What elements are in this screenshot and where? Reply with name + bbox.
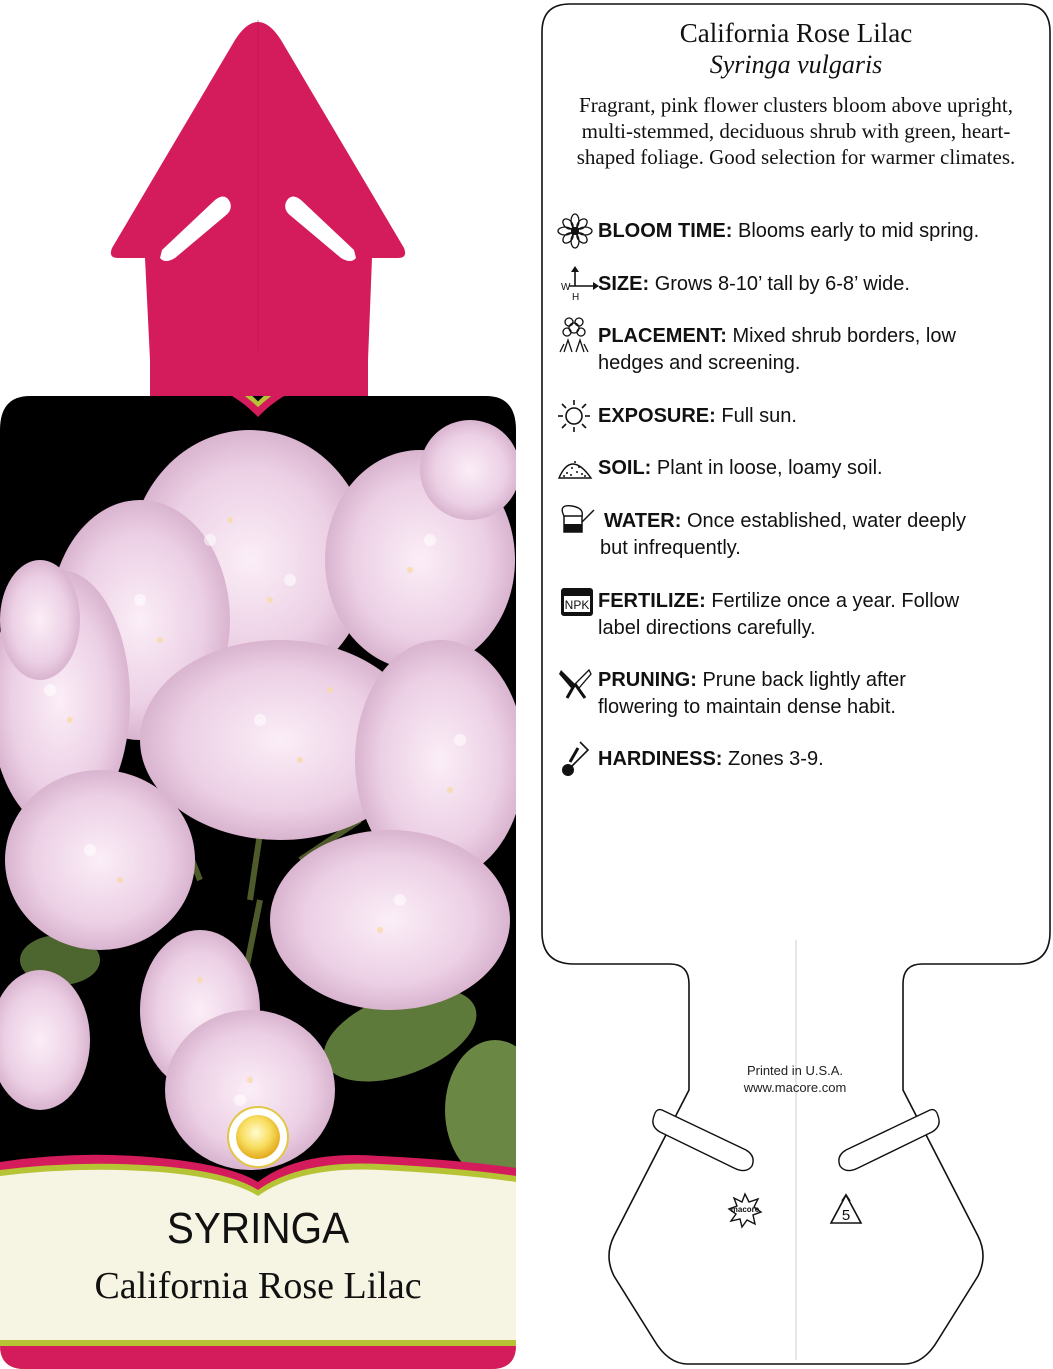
svg-text:W: W	[561, 282, 571, 293]
back-latin-name: Syringa vulgaris	[709, 50, 883, 79]
printed-line-2: www.macore.com	[743, 1080, 847, 1095]
info-value: Grows 8-10’ tall by 6-8’ wide.	[654, 273, 910, 295]
info-value: Prune back lightly after	[702, 669, 906, 691]
info-value: Zones 3-9.	[728, 748, 824, 770]
front-cultivar-name: California Rose Lilac	[94, 1265, 422, 1307]
npk-fertilizer-icon	[561, 588, 593, 616]
info-value: Plant in loose, loamy soil.	[656, 457, 883, 479]
back-title: California Rose Lilac	[679, 18, 913, 48]
info-label: FERTILIZE:	[598, 590, 706, 612]
svg-text:macore: macore	[730, 1205, 760, 1214]
info-label: WATER:	[604, 510, 682, 532]
info-value: Mixed shrub borders, low	[732, 325, 956, 347]
info-value: Full sun.	[721, 405, 797, 427]
svg-text:NPK: NPK	[564, 598, 590, 612]
printed-in-usa	[700, 1062, 890, 1096]
info-label: BLOOM TIME:	[598, 220, 733, 242]
info-label: SIZE:	[598, 273, 650, 295]
info-value: Once established, water deeply	[686, 510, 967, 532]
info-value-cont: but infrequently.	[600, 537, 741, 559]
info-label: HARDINESS:	[598, 748, 723, 770]
info-label: PLACEMENT:	[598, 325, 727, 347]
info-label: EXPOSURE:	[598, 405, 716, 427]
printed-line-1: Printed in U.S.A.	[746, 1063, 844, 1078]
info-value-cont: hedges and screening.	[598, 352, 801, 374]
svg-text:H: H	[572, 292, 580, 303]
back-description: Fragrant, pink flower clusters bloom above upright, multi-stemmed, deciduous shrub with green, heart-shaped foliage. Good selection for warmer climates.	[576, 93, 1016, 169]
front-genus-title: SYRINGA	[166, 1204, 350, 1253]
info-value-cont: label directions carefully.	[598, 617, 816, 639]
info-label: SOIL:	[598, 457, 652, 479]
info-value-cont: flowering to maintain dense habit.	[598, 696, 896, 718]
info-value: Fertilize once a year. Follow	[711, 590, 960, 612]
svg-text:5: 5	[841, 1207, 851, 1224]
info-label: PRUNING:	[598, 669, 697, 691]
info-value: Blooms early to mid spring.	[738, 220, 980, 242]
